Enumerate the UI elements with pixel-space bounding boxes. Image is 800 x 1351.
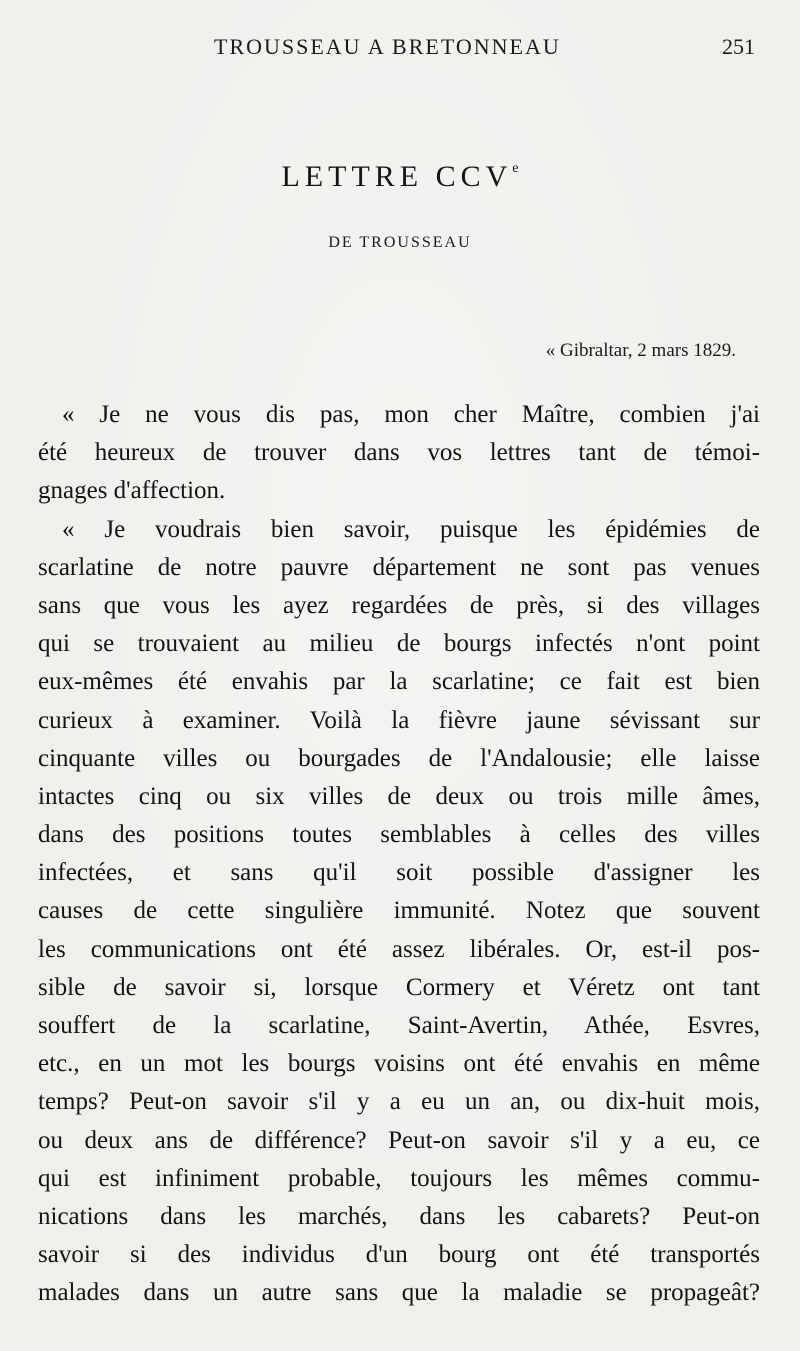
text-line: nications dans les marchés, dans les cabarets? Peut-on [38,1202,760,1230]
text-line: ou deux ans de différence? Peut-on savoir s'il y a eu, ce [38,1126,760,1154]
text-line: qui est infiniment probable, toujours les mêmes commu- [38,1164,760,1192]
text-line: gnages d'affection. [38,477,226,505]
body-text [38,396,760,1313]
page-number: 251 [722,34,755,59]
text-line: sans que vous les ayez regardées de près, si des villages [38,591,760,619]
text-line: etc., en un mot les bourgs voisins ont été envahis en même [38,1050,760,1078]
text-line: été heureux de trouver dans vos lettres tant de témoi- [38,439,760,467]
text-line: malades dans un autre sans que la maladie se propageât? [38,1279,760,1307]
text-line: causes de cette singulière immunité. Notez que souvent [38,897,760,925]
text-line: savoir si des individus d'un bourg ont été transportés [38,1241,760,1269]
text-line: intactes cinq ou six villes de deux ou trois mille âmes, [38,782,760,810]
dateline: « Gibraltar, 2 mars 1829. [545,340,736,361]
text-line: les communications ont été assez libérales. Or, est-il pos- [38,935,760,963]
text-line: souffert de la scarlatine, Saint-Avertin, Athée, Esvres, [38,1012,760,1039]
letter-title [0,160,800,194]
text-line: qui se trouvaient au milieu de bourgs infectés n'ont point [38,630,760,658]
text-line: cinquante villes ou bourgades de l'Andalousie; elle laisse [38,744,760,772]
text-line: eux-mêmes été envahis par la scarlatine; ce fait est bien [38,668,760,696]
text-line: dans des positions toutes semblables à celles des villes [38,821,760,849]
text-line: « Je voudrais bien savoir, puisque les épidémies de [62,515,760,543]
text-line: sible de savoir si, lorsque Cormery et Véretz ont tant [38,973,760,1001]
text-line: infectées, et sans qu'il soit possible d'assigner les [38,859,760,887]
letter-title-superscript: e [512,161,519,176]
letter-subtitle: DE TROUSSEAU [328,234,472,251]
text-line: temps? Peut-on savoir s'il y a eu un an, ou dix-huit mois, [38,1088,760,1116]
running-head: TROUSSEAU A BRETONNEAU [214,34,561,59]
letter-title-text: LETTRE CCV [281,160,513,193]
text-line: « Je ne vous dis pas, mon cher Maître, combien j'ai [62,401,760,428]
text-line: scarlatine de notre pauvre département ne sont pas venues [38,553,760,581]
text-line: curieux à examiner. Voilà la fièvre jaune sévissant sur [38,706,760,734]
